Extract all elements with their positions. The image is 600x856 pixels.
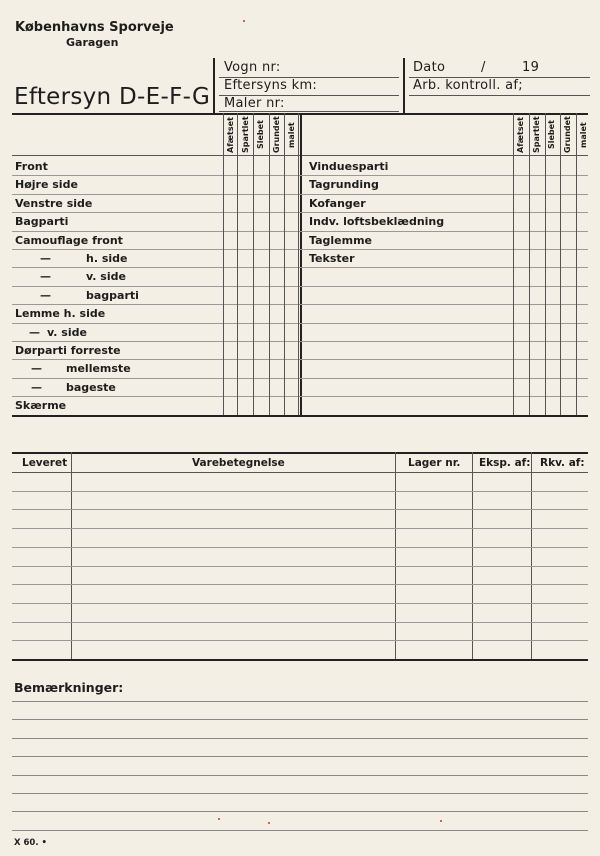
grid-row-label: bageste	[66, 381, 116, 394]
work-column-header: malet	[579, 122, 588, 148]
paper-speck	[268, 822, 270, 824]
grid-row-label: Vinduesparti	[309, 160, 389, 173]
work-column-header: Grundet	[563, 116, 572, 154]
grid-column-line	[576, 113, 577, 415]
parts-row-line[interactable]	[12, 584, 588, 585]
remarks-label: Bemærkninger:	[14, 680, 124, 695]
arb-kontroll-label: Arb. kontroll. af;	[413, 78, 523, 93]
row-dash: —	[31, 362, 42, 375]
company-name: Københavns Sporveje	[15, 20, 174, 35]
parts-row-line[interactable]	[12, 603, 588, 604]
grid-row-label: Venstre side	[15, 197, 93, 210]
work-column-header: Slebet	[256, 120, 265, 150]
remarks-line[interactable]	[12, 830, 588, 831]
grid-column-line	[269, 113, 270, 415]
work-column-header: Afætset	[226, 117, 235, 153]
grid-column-line	[560, 113, 561, 415]
header-divider-left	[213, 58, 215, 113]
paper-speck	[218, 818, 220, 820]
grid-column-line	[298, 113, 299, 415]
work-column-header: Spartlet	[532, 116, 541, 154]
col-rkv: Rkv. af:	[540, 457, 585, 469]
grid-row-line	[12, 194, 588, 195]
grid-row-label: Indv. loftsbeklædning	[309, 215, 445, 228]
grid-column-line	[513, 113, 514, 415]
parts-row-line[interactable]	[12, 640, 588, 641]
grid-row-label: Taglemme	[309, 234, 372, 247]
parts-row-line[interactable]	[12, 491, 588, 492]
grid-row-line	[12, 212, 588, 213]
parts-row-line[interactable]	[12, 509, 588, 510]
header-divider-right	[403, 58, 405, 113]
grid-center-divider	[300, 113, 302, 416]
grid-row-label: bagparti	[86, 289, 139, 302]
grid-row-line	[12, 378, 588, 379]
remarks-line[interactable]	[12, 811, 588, 812]
form-title: Eftersyn D-E-F-G	[14, 84, 211, 110]
parts-top-rule	[12, 452, 588, 454]
grid-row-line	[12, 231, 588, 232]
grid-row-line	[12, 359, 588, 360]
parts-column-line	[472, 452, 473, 659]
eftersyns-km-label: Eftersyns km:	[224, 78, 318, 93]
grid-row-line	[12, 249, 588, 250]
parts-row-line[interactable]	[12, 622, 588, 623]
grid-row-line	[12, 175, 588, 176]
grid-row-label: Højre side	[15, 178, 78, 191]
grid-row-line	[12, 323, 588, 324]
grid-row-label: h. side	[86, 252, 128, 265]
parts-column-line	[395, 452, 396, 659]
grid-column-line	[237, 113, 238, 415]
col-eksp: Eksp. af:	[479, 457, 531, 469]
grid-column-line	[545, 113, 546, 415]
paper-speck	[440, 820, 442, 822]
grid-row-label: Dørparti forreste	[15, 344, 121, 357]
grid-column-line	[253, 113, 254, 415]
grid-row-label: Lemme h. side	[15, 307, 106, 320]
parts-row-line[interactable]	[12, 566, 588, 567]
maler-label: Maler nr:	[224, 96, 285, 111]
grid-row-line	[12, 267, 588, 268]
remarks-line[interactable]	[12, 793, 588, 794]
arb-kontroll-field[interactable]	[409, 95, 590, 96]
parts-row-line[interactable]	[12, 547, 588, 548]
year-prefix: 19	[522, 60, 540, 75]
grid-row-label: Tagrunding	[309, 178, 379, 191]
grid-row-line	[12, 341, 588, 342]
grid-row-line	[12, 286, 588, 287]
col-leveret: Leveret	[22, 457, 68, 469]
maler-field[interactable]	[219, 111, 399, 112]
grid-row-label: v. side	[47, 326, 87, 339]
grid-row-line	[12, 304, 588, 305]
grid-column-line	[529, 113, 530, 415]
col-varebetegnelse: Varebetegnelse	[192, 457, 285, 469]
remarks-line[interactable]	[12, 756, 588, 757]
dato-label: Dato	[413, 60, 446, 75]
work-column-header: Afætset	[516, 117, 525, 153]
grid-row-label: Bagparti	[15, 215, 69, 228]
vogn-label: Vogn nr:	[224, 60, 281, 75]
grid-column-line	[284, 113, 285, 415]
work-column-header: malet	[287, 122, 296, 148]
department-name: Garagen	[66, 36, 119, 49]
work-column-header: Spartlet	[241, 116, 250, 154]
remarks-line[interactable]	[12, 701, 588, 702]
remarks-line[interactable]	[12, 738, 588, 739]
grid-row-label: Camouflage front	[15, 234, 123, 247]
grid-row-line	[12, 396, 588, 397]
grid-row-label: Front	[15, 160, 48, 173]
parts-column-line	[71, 452, 72, 659]
remarks-line[interactable]	[12, 775, 588, 776]
row-dash: —	[31, 381, 42, 394]
parts-row-line[interactable]	[12, 528, 588, 529]
dato-separator: /	[481, 60, 486, 75]
parts-column-line	[531, 452, 532, 659]
grid-row-label: Kofanger	[309, 197, 366, 210]
row-dash: —	[29, 326, 40, 339]
row-dash: —	[40, 289, 51, 302]
parts-header-rule	[12, 472, 588, 473]
grid-row-label: Skærme	[15, 399, 67, 412]
row-dash: —	[40, 252, 51, 265]
remarks-line[interactable]	[12, 719, 588, 720]
grid-row-label: Tekster	[309, 252, 355, 265]
form-code: X 60. •	[14, 838, 47, 848]
grid-row-label: v. side	[86, 270, 126, 283]
work-column-header: Grundet	[272, 116, 281, 154]
col-lager: Lager nr.	[408, 457, 461, 469]
parts-bottom-rule	[12, 659, 588, 661]
grid-row-label: mellemste	[66, 362, 131, 375]
work-column-header: Slebet	[547, 120, 556, 150]
paper-speck	[243, 20, 245, 22]
row-dash: —	[40, 270, 51, 283]
grid-column-line	[223, 113, 224, 415]
